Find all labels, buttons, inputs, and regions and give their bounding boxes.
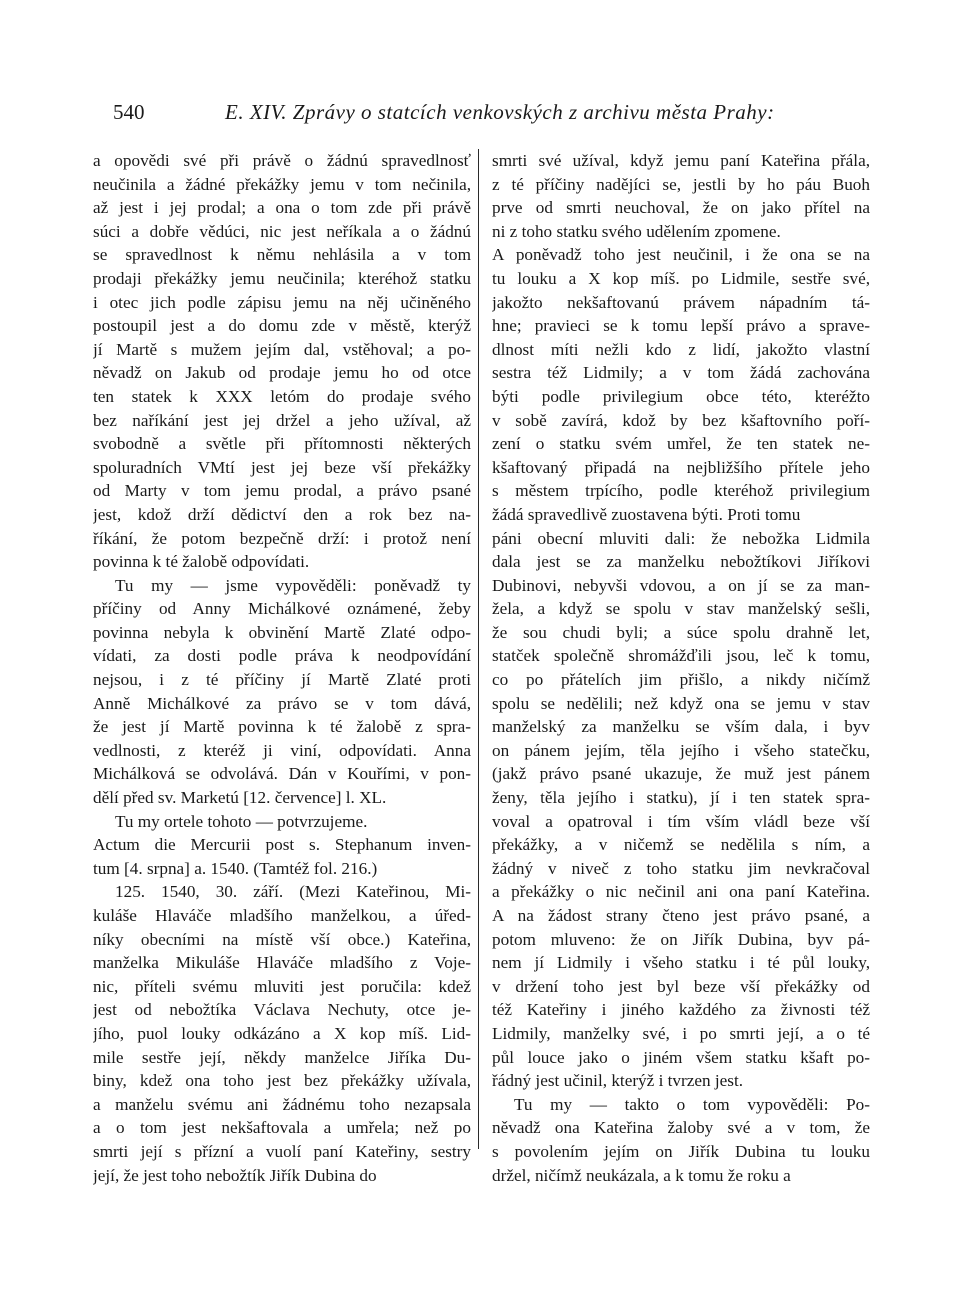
text-line: z té příčiny nadějíci se, jestli by ho páu Buoh <box>492 174 870 194</box>
text-line: povinna nebyla k obvinění Martě Zlaté odpo- <box>93 622 471 642</box>
text-line: jest od nebožtíka Václava Nechuty, otce je- <box>93 1000 471 1020</box>
text-line: ni z toho statku svého udělením zpomene. <box>492 221 781 241</box>
text-line: jakožto nekšaftovanú právem nápadním tá- <box>492 292 870 312</box>
right-text-column <box>492 149 870 1187</box>
text-line: bez naříkání jest jej držel a jeho užíval, až <box>93 410 471 430</box>
column-divider <box>478 149 479 1149</box>
text-line: a o tom jest nekšaftovala a umřela; než po <box>93 1118 471 1138</box>
text-line: v sobě zavírá, kdož by bez kšaftovního poří- <box>492 410 870 430</box>
text-line: postoupil jest a do domu zde v městě, kterýž <box>93 316 471 336</box>
text-line: půl louce jako o jiném všem statku kšaft po- <box>492 1047 870 1067</box>
text-line: tum [4. srpna] a. 1540. (Tamtéž fol. 216.) <box>93 858 378 878</box>
text-line: kšaftovaný připadá na nejbližšího přítele jeho <box>492 457 870 477</box>
text-line: tu louku a X kop míš. po Lidmile, sestře své, <box>492 268 870 288</box>
text-line: též Kateřiny i jiného každého za živnosti též <box>492 1000 870 1020</box>
text-line: A na žádost strany čteno jest právo psané, a <box>492 906 870 925</box>
text-line: páni obecní mluviti dali: že nebožka Lidmila <box>492 528 870 548</box>
text-line: potom mluveno: že on Jiřík Dubina, byv pá- <box>492 929 870 949</box>
text-line: spolu se nedělili; než když ona se jemu v stav <box>492 693 870 713</box>
text-line: a opovědi své při právě o žádnú spravedlnosť <box>93 151 471 170</box>
text-line: dělí před sv. Marketú [12. července] l. XL. <box>93 788 387 808</box>
text-line: A poněvadž toho jest neučinil, i že ona se na <box>492 245 870 265</box>
text-line: nejsou, i z té příčiny jí Martě Zlaté proti <box>93 670 471 690</box>
text-line: překážky, a v ničemž se nedělila s ním, a <box>492 835 870 855</box>
text-line: Tu my — takto o tom vypověděli: Po- <box>514 1094 870 1114</box>
text-line: a překážky o nic nečinil ani ona paní Kateřina. <box>492 882 870 902</box>
text-line: kuláše Hlaváče mladšího manželkou, a úřed- <box>93 906 471 925</box>
text-line: svobodně a světle při přítomnosti některých <box>93 434 471 454</box>
text-line: on pánem jejím, těla jejího i všeho statečku, <box>492 740 870 760</box>
text-line: jího, puol louky odkázáno a X kop míš. Lid- <box>93 1023 471 1043</box>
running-head: E. XIV. Zprávy o statcích venkovských z archivu města Prahy: <box>225 100 775 124</box>
text-line: mile sestře její, někdy manželce Jiříka Du- <box>93 1047 471 1067</box>
text-line: její, že jest toho nebožtík Jiřík Dubina do <box>93 1165 377 1185</box>
text-line: v držení toho jest byl beze vší překážky od <box>492 976 870 996</box>
text-line: dala jest se za manželku nebožtíkovi Jiříkovi <box>492 552 870 572</box>
text-line: ten statek k XXX letóm do prodaje svého <box>93 386 471 406</box>
text-line: žela, a když se spolu v stav manželský sešli, <box>492 599 870 619</box>
text-line: nem jí Lidmily i všeho statku i té půl louky, <box>492 953 870 973</box>
text-line: níky obecními na místě vší obce.) Kateřina, <box>93 929 471 949</box>
text-line: manželka Mikuláše Hlaváče mladšího z Voje- <box>93 953 471 973</box>
page-header <box>113 100 873 130</box>
text-line: žádá spravedlivě zuostavena býti. Proti tomu <box>492 504 801 524</box>
text-line: Tu my ortele tohoto — potvrzujeme. <box>115 811 368 831</box>
text-line: se spravedlnost k němu nehlásila a v tom <box>93 245 471 265</box>
text-line: jest, kdož drží dědictví den a rok bez na- <box>93 504 471 524</box>
text-line: i otec jich podle zápisu jemu na něj učiněného <box>93 292 471 312</box>
text-line: povinna k té žalobě odpovídati. <box>93 552 310 572</box>
text-line: Tu my — jsme vypověděli: poněvadž ty <box>115 575 471 595</box>
text-line: až jest i jej prodal; a ona o tom zde při právě <box>93 198 471 218</box>
text-line: příčiny od Anny Michálkové oznámené, žeby <box>93 599 471 619</box>
text-line: spoluradních VMtí jest jej beze vší překážky <box>93 457 471 477</box>
text-line: smrti její s přízní a vuolí paní Kateřiny, sestry <box>93 1141 471 1161</box>
text-line: súci a dobře vědúci, nic jest neříkala a o žádnú <box>93 221 471 241</box>
text-line: řádný jest učinil, kterýž i tvrzen jest. <box>492 1071 744 1091</box>
text-line: manželský za manželku se vším dala, i byv <box>492 717 870 737</box>
left-text-column <box>93 149 471 1187</box>
text-line: vedlnosti, z kteréž ji viní, odpovídati. Anna <box>93 740 471 760</box>
text-line: že sou chudi byli; a súce spolu drahně let, <box>492 622 870 642</box>
text-line: něvadž on Jakub od prodaje jemu ho od otce <box>93 363 471 383</box>
text-line: s městem trpícího, podle kteréhož privilegium <box>492 481 870 501</box>
text-line: Michálková se odvolává. Dán v Kouřími, v pon- <box>93 764 471 784</box>
text-line: sestra též Lidmily; a v tom žádá zachována <box>492 363 870 383</box>
text-line: od Marty v tom jemu prodal, a právo psané <box>93 481 471 501</box>
text-line: statček společně shromážďili jsou, leč k tomu, <box>492 646 870 666</box>
text-line: 125. 1540, 30. září. (Mezi Kateřinou, Mi- <box>115 882 471 902</box>
text-line: dlnost míti nežli kdo z lidí, jakožto vlastní <box>492 339 870 359</box>
text-line: Anně Michálkové za právo se v tom dává, <box>93 693 471 713</box>
text-line: býti podle privilegium obce této, kteréžto <box>492 386 870 406</box>
text-line: s povolením jejím on Jiřík Dubina tu louku <box>492 1141 870 1161</box>
text-line: zení o statku svém umřel, že ten statek ne- <box>492 434 870 454</box>
text-line: hne; pravieci se k tomu lepší právo a sprave- <box>492 316 870 336</box>
text-line: Actum die Mercurii post s. Stephanum inven- <box>93 835 471 855</box>
text-line: žádný v niveč z toho statku jim nevkračoval <box>492 858 870 878</box>
text-line: prve od smrti neuchoval, že on jako přítel na <box>492 198 870 218</box>
text-line: biny, kdež ona toho jest bez překážky užívala, <box>93 1071 471 1091</box>
text-line: vídati, za dosti podle práva k neodpovídání <box>93 646 471 666</box>
text-line: Lidmily, manželky své, i po smrti její, a o té <box>492 1023 870 1043</box>
text-line: a manželu svému ani žádnému toho nezapsala <box>93 1094 471 1114</box>
page-number: 540 <box>113 100 145 124</box>
text-line: nic, příteli svému mluviti jest poručila: kdež <box>93 976 471 996</box>
text-line: co po přátelích jim přišlo, a nikdy ničímž <box>492 670 870 690</box>
text-line: voval a opatroval i tím vším vládl beze vší <box>492 811 870 831</box>
text-line: držel, ničímž neukázala, a k tomu že roku a <box>492 1165 791 1185</box>
text-line: (jakž právo psané ukazuje, že muž jest pánem <box>492 764 870 784</box>
text-line: ženy, těla jejího i statku), jí i ten statek spra- <box>492 788 870 808</box>
text-line: říkání, že potom bezpečně drží: i protož není <box>93 528 471 548</box>
text-line: jí Martě s mužem jejím dal, vstěhoval; a po- <box>93 339 471 359</box>
text-line: neučinila a žádné překážky jemu v tom nečinila, <box>93 174 471 194</box>
text-line: Dubinovi, nebyvši vdovou, a on jí se za man- <box>492 575 870 595</box>
text-line: něvadž ona Kateřina žaloby své a v tom, že <box>492 1118 870 1138</box>
text-line: že jest jí Martě povinna k té žalobě z spra- <box>93 717 471 737</box>
text-line: prodaji překážky jemu neučinila; kteréhož statku <box>93 268 471 288</box>
text-line: smrti své užíval, když jemu paní Kateřina přála, <box>492 151 870 170</box>
